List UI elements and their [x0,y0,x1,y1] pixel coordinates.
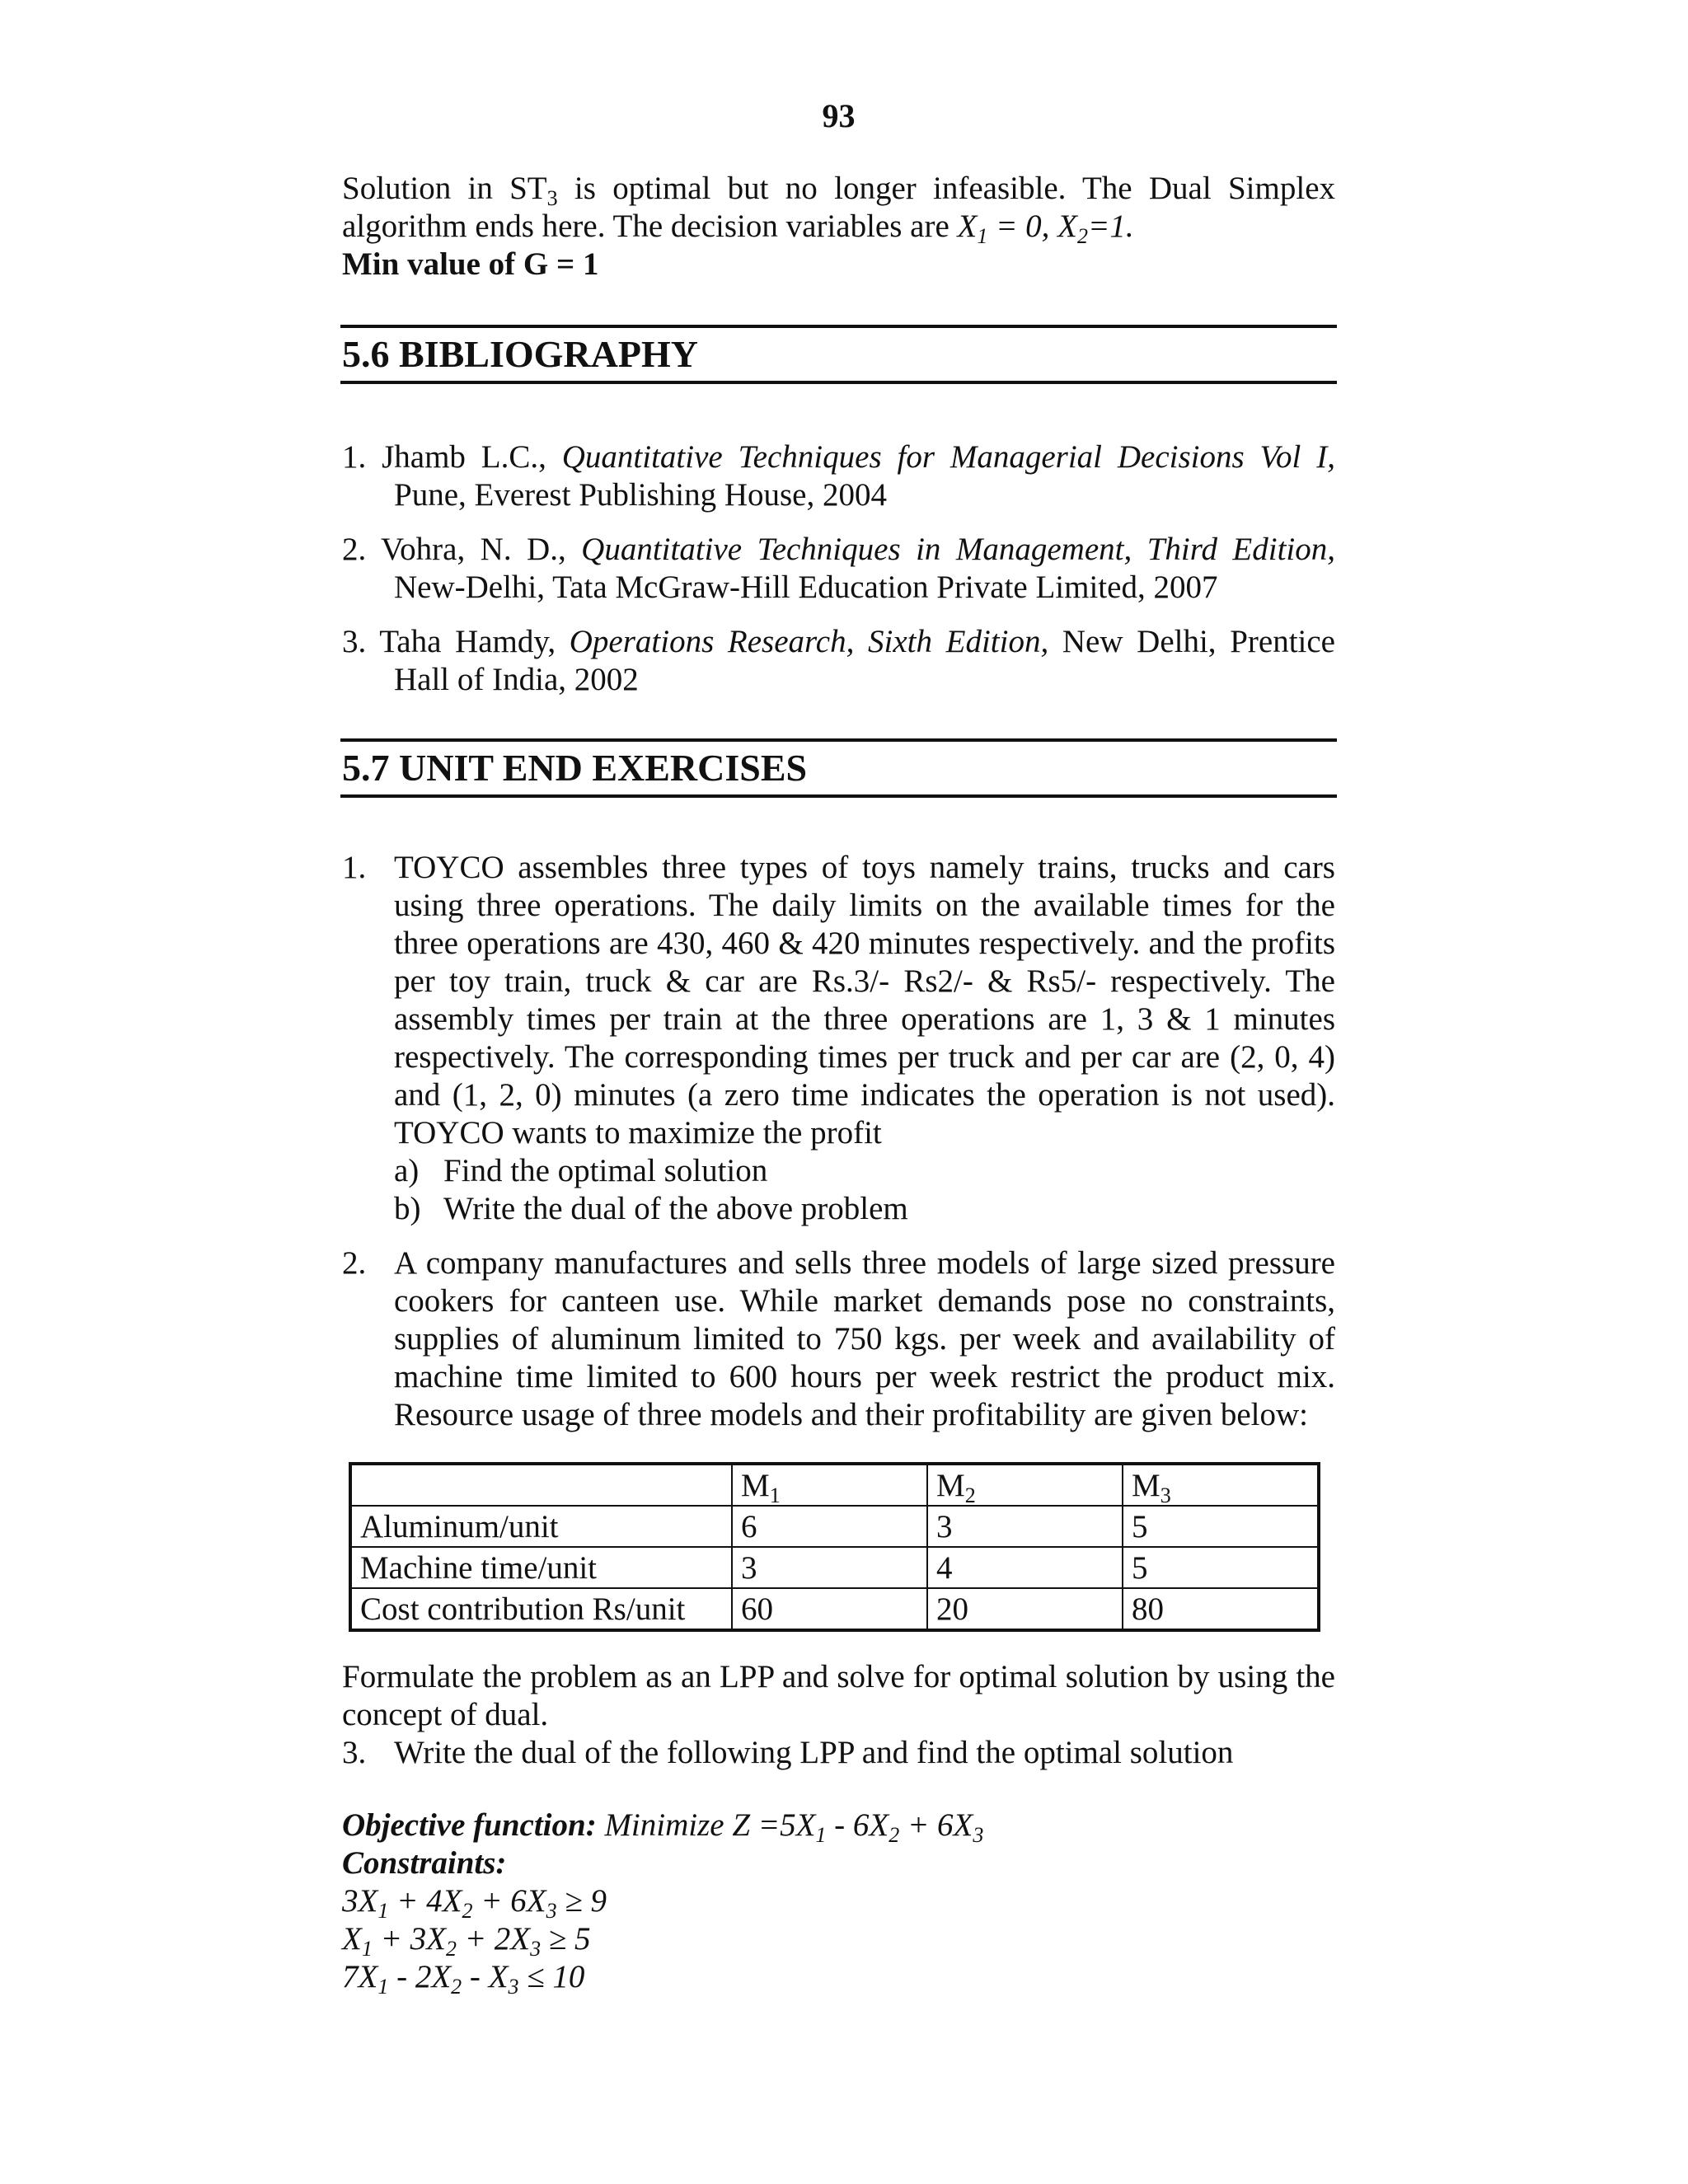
table-row-label: Cost contribution Rs/unit [350,1588,732,1630]
constraint-line: $3X_1 + 4X_2 + 6X_3 \ge 9$ [342,1883,607,1923]
constraint-line: $X_1 + 3X_2 + 2X_3 \ge 5$ [342,1921,591,1961]
exercise-subitem-b: b) Write the dual of the above problem [394,1191,908,1226]
exercise-text: A company manufactures and sells three models of large sized pressure cookers for canteen use. While market demands pose no constraints, supplies of aluminum limited to 750 kgs. per week and availability of machine time limited to 600 hours per week restrict the product mix. Resource usage of three models and their profitability are given below: [394,1245,1335,1432]
table-cell: 80 [1123,1588,1319,1630]
table-corner-cell [350,1464,732,1506]
exercise-text: Write the dual of the following LPP and find the optimal solution [394,1735,1234,1770]
table-row-label: Aluminum/unit [350,1506,732,1547]
bibliography-item: 2. Vohra, N. D., Quantitative Techniques in Management, Third Edition, New-Delhi, Tata McGraw-Hill Education Private Limited, 2007 [342,532,1335,605]
exercise-3 [342,1734,1335,1772]
decision-variable-x1: $X_1 = 0$, [957,209,1058,248]
exercise-subitem-a: a) Find the optimal solution [394,1153,768,1188]
table-header-cell: $M_2$ [927,1464,1123,1506]
intro-text: Solution in ST [342,171,547,206]
table-header-row [350,1464,1319,1506]
table-row [350,1547,1319,1588]
constraint-line: $7X_1 - 2X_2 - X_3 \le 10$ [342,1959,585,1999]
document-page [342,97,1336,1999]
constraints-label: Constraints: [342,1845,507,1881]
table-cell: 3 [927,1506,1123,1547]
table-row [350,1588,1319,1630]
table-cell: 5 [1123,1506,1319,1547]
table-row-label: Machine time/unit [350,1547,732,1588]
exercise-number: 3. [342,1735,367,1770]
table-row [350,1506,1319,1547]
objective-function: Objective function: Minimize $Z =5X_1 - 6X_2 + 6X_3$ [342,1807,984,1847]
resource-usage-table [349,1462,1320,1632]
table-header-cell: $M_1$ [732,1464,927,1506]
subscript: 3 [546,186,558,210]
bibliography-item: 3. Taha Hamdy, Operations Research, Sixth Edition, New Delhi, Prentice Hall of India, 2002 [342,624,1335,697]
table-cell: 4 [927,1547,1123,1588]
formulate-instruction: Formulate the problem as an LPP and solve for optimal solution by using the concept of dual. [342,1659,1335,1732]
intro-paragraph [342,170,1335,246]
bibliography-item: 1. Jhamb L.C., Quantitative Techniques for Managerial Decisions Vol I, Pune, Everest Publishing House, 2004 [342,439,1335,513]
table-cell: 60 [732,1588,927,1630]
table-cell: 20 [927,1588,1123,1630]
exercise-2 [342,1244,1335,1434]
decision-variable-x2: $X_2=1$. [1057,209,1134,248]
exercise-number: 2. [342,1245,367,1281]
exercise-1 [342,849,1335,1228]
table-cell: 5 [1123,1547,1319,1588]
table-cell: 3 [732,1547,927,1588]
bibliography-list [342,438,1335,699]
page-number: 93 [822,97,856,134]
exercises-heading: 5.7 UNIT END EXERCISES [340,738,1337,798]
intro-text: is optimal but no longer infeasible. The Dual Simplex algorithm ends here. The decision variables are [342,171,1336,244]
bibliography-heading: 5.6 BIBLIOGRAPHY [340,325,1337,384]
objective-label: Objective function: [342,1807,597,1843]
exercise-text: TOYCO assembles three types of toys namely trains, trucks and cars using three operations. The daily limits on the available times for the three operations are 430, 460 & 420 minutes respectively. and the profits per toy train, truck & car are Rs.3/- Rs2/- & Rs5/- respectively. The assembly times per train at the three operations are 1, 3 & 1 minutes respectively. The corresponding times per truck and per car are (2, 0, 4) and (1, 2, 0) minutes (a zero time indicates the operation is not used). TOYCO wants to maximize the profit [394,850,1335,1151]
exercise-number: 1. [342,850,367,885]
table-header-cell: $M_3$ [1123,1464,1319,1506]
min-value: Min value of G = 1 [342,246,599,282]
table-cell: 6 [732,1506,927,1547]
